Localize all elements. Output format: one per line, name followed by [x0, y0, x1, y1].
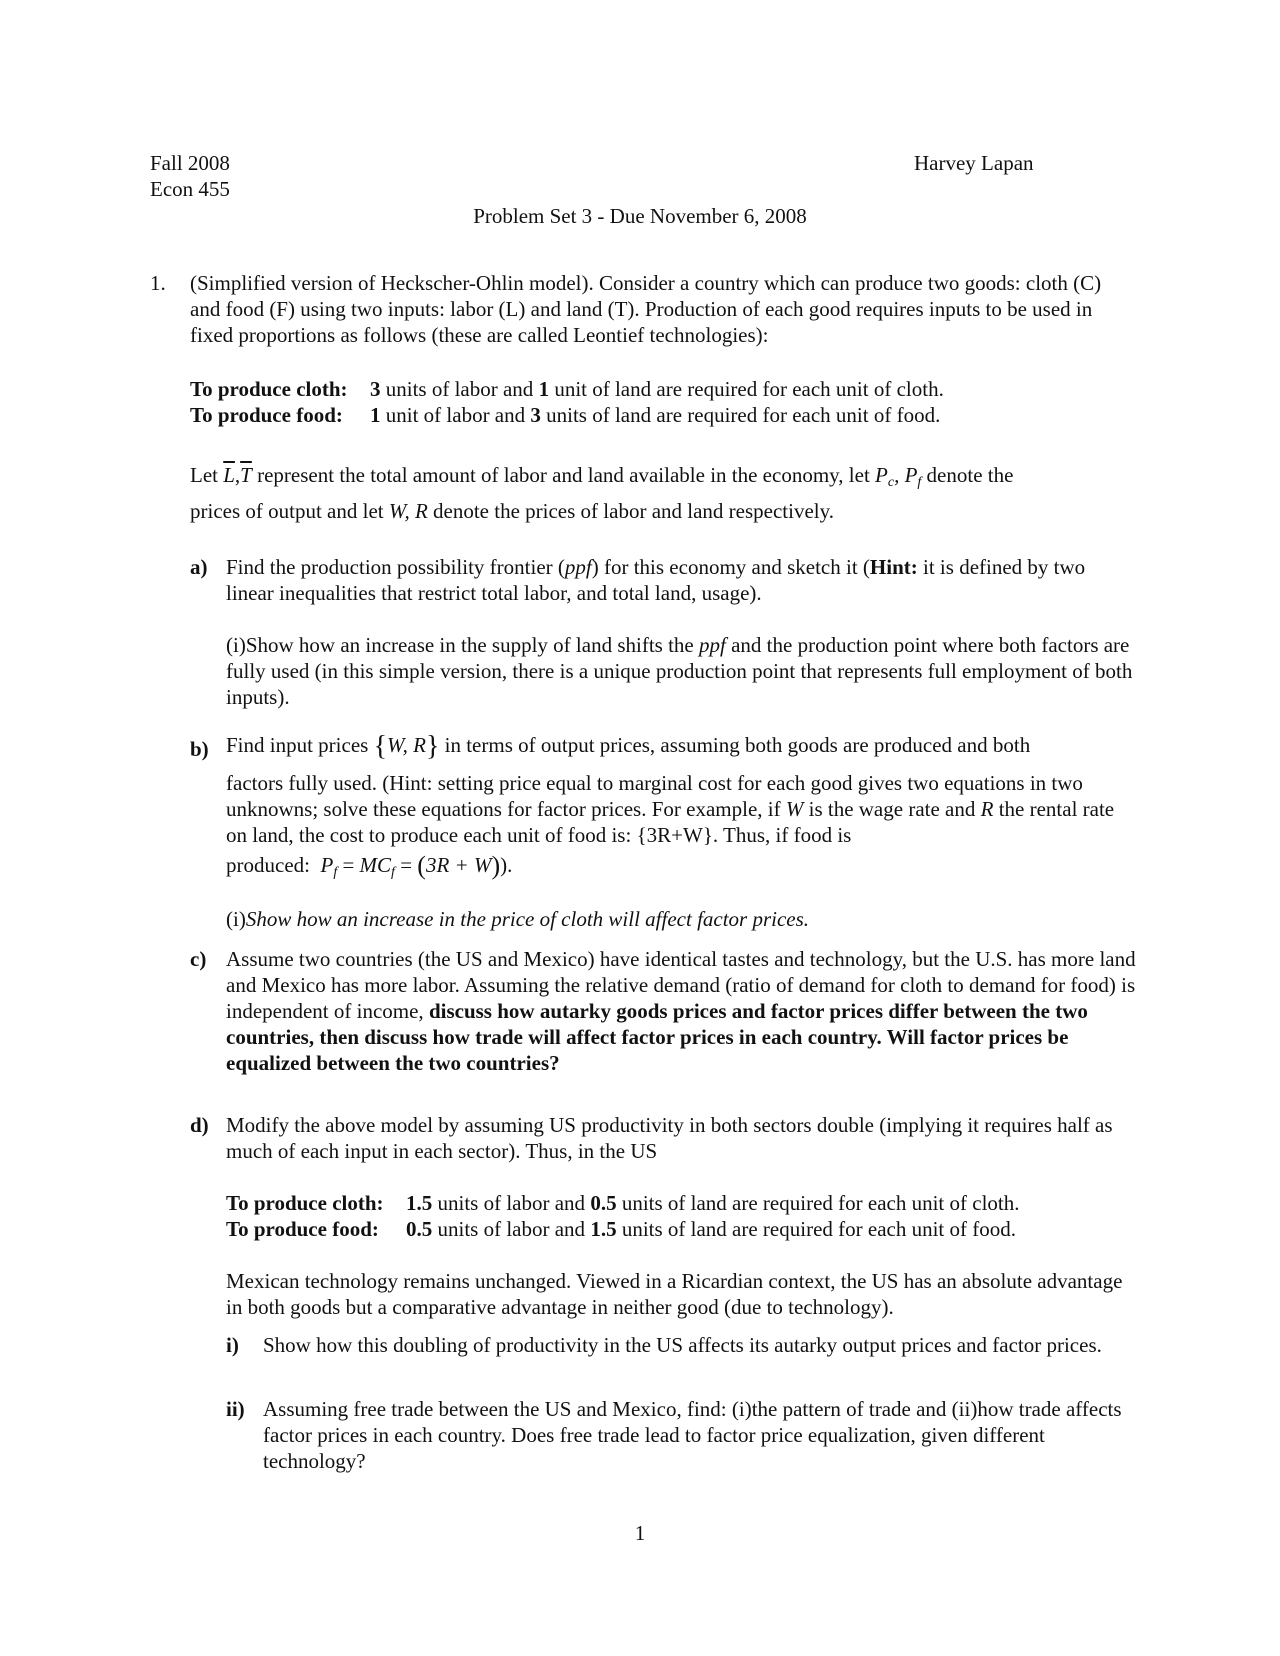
labor-total-symbol: $\overline{L}$: [223, 463, 235, 487]
hint-label: Hint:: [869, 555, 918, 579]
eq-equals-1: =: [337, 853, 360, 877]
cloth-lead: To produce cloth:: [190, 377, 348, 401]
part-b-t4: is the wage rate and: [808, 797, 976, 821]
semester: Fall 2008: [150, 151, 230, 175]
us-food-lead: To produce food:: [226, 1217, 379, 1241]
us-cloth-requirements: [226, 1190, 1136, 1216]
cloth-labor: 3: [370, 377, 381, 401]
part-a-sub-i: [226, 632, 1136, 710]
part-a-sub-i-t2: and the production point where both factors are fully used (in this simple version, there is a unique production point that represents full employment of both inputs).: [226, 633, 1133, 709]
comma: ,: [234, 463, 241, 487]
paren-close: ): [491, 851, 501, 880]
part-a-t2: ) for this economy and sketch it (: [591, 555, 870, 579]
us-cloth-mid: units of labor and: [437, 1191, 586, 1215]
part-c-label: c): [190, 947, 207, 971]
food-tail: units of land are required for each unit of food.: [546, 403, 941, 427]
part-a-t1: Find the production possibility frontier (: [226, 555, 565, 579]
part-d-i-label: i): [226, 1333, 239, 1357]
part-b-sub-i-text: Show how an increase in the price of cloth will affect factor prices.: [245, 907, 810, 931]
notation-tail: denote the: [926, 463, 1014, 487]
price-symbol-f: , P: [894, 463, 918, 487]
part-d-ii-label: ii): [226, 1397, 245, 1421]
us-food-requirements: [226, 1216, 1136, 1242]
food-labor: 1: [370, 403, 381, 427]
problem-number: 1.: [150, 271, 166, 295]
us-food-tail: units of land are required for each unit of food.: [621, 1217, 1017, 1241]
cloth-land: 1: [538, 377, 550, 401]
us-cloth-land: 0.5: [590, 1191, 617, 1215]
part-d-i-text: Show how this doubling of productivity in the US affects its autarky output prices and factor prices.: [263, 1333, 1102, 1357]
notation-text-3: denote the prices of labor and land respectively.: [433, 499, 835, 523]
part-b-sub-i: [226, 906, 1136, 932]
part-d-intro: Modify the above model by assuming US productivity in both sectors double (implying it requires half as much of each input in each sector). Thus, in the US: [226, 1113, 1113, 1163]
part-b-t3: factors fully used. (Hint: setting price equal to marginal cost for each good gives two equations in two unknowns; solve these equations for factor prices. For example, if: [226, 771, 1083, 821]
ppf-term: ppf: [564, 555, 592, 579]
notation-text: represent the total amount of labor and land available in the economy, let: [257, 463, 870, 487]
part-b-line-1: [226, 732, 1136, 760]
sub-f: f: [917, 475, 922, 490]
author-name: Harvey Lapan: [914, 151, 1034, 175]
eq-mc: MC: [359, 853, 392, 877]
course-number: Econ 455: [150, 177, 230, 201]
problem-intro: (Simplified version of Heckscher-Ohlin model). Consider a country which can produce two goods: cloth (C) and food (F) using two inputs: labor (L) and land (T). Production of each good requires inputs to be used in fixed proportions as follows (these are called Leontief technologies):: [190, 271, 1102, 347]
produced-label: produced:: [226, 853, 310, 877]
price-symbol: P: [875, 463, 888, 487]
cloth-tail: unit of land are required for each unit of cloth.: [554, 377, 944, 401]
let-word: Let: [190, 463, 218, 487]
us-cloth-tail: units of land are required for each unit of cloth.: [621, 1191, 1020, 1215]
us-food-land: 1.5: [590, 1217, 617, 1241]
part-c-text: [226, 946, 1136, 1076]
wage-symbol: W: [785, 797, 804, 821]
rent-symbol: R: [980, 797, 994, 821]
notation-line-1: [190, 462, 1140, 496]
factor-prices-set: W, R: [387, 733, 426, 757]
brace-open: {: [373, 731, 388, 762]
brace-close: }: [425, 731, 440, 762]
cloth-requirements: [190, 376, 1130, 402]
food-lead: To produce food:: [190, 403, 343, 427]
notation-text-2: prices of output and let: [190, 499, 384, 523]
part-a-t3: it is defined by two linear inequalities that restrict total labor, and total land, usage).: [226, 555, 1086, 605]
part-b-sub-i-label: (i): [226, 907, 246, 931]
part-d-ricardian: Mexican technology remains unchanged. Viewed in a Ricardian context, the US has an absolute advantage in both goods but a comparative advantage in neither good (due to technology).: [226, 1269, 1123, 1319]
notation-line-2: [190, 498, 1130, 524]
factor-price-symbols: W, R: [388, 499, 428, 523]
us-cloth-labor: 1.5: [406, 1191, 433, 1215]
paren-open: (: [417, 851, 426, 880]
food-requirements: [190, 402, 1130, 428]
part-a-label: a): [190, 555, 208, 579]
food-land: 3: [530, 403, 541, 427]
eq-sub-f1: f: [333, 865, 338, 880]
cloth-mid: units of labor and: [385, 377, 534, 401]
sub-c: c: [887, 475, 895, 490]
food-mid: unit of labor and: [385, 403, 526, 427]
us-food-mid: units of labor and: [437, 1217, 586, 1241]
us-cloth-lead: To produce cloth:: [226, 1191, 384, 1215]
part-b-t1: Find input prices: [226, 733, 369, 757]
eq-tail: ).: [500, 853, 513, 877]
page-number: 1: [634, 1521, 646, 1545]
part-d-ii-text: Assuming free trade between the US and Mexico, find: (i)the pattern of trade and (ii)how trade affects factor prices in each country. Does free trade lead to factor price equalization, given different technology?: [263, 1397, 1122, 1473]
part-b-t2: in terms of output prices, assuming both goods are produced and both: [444, 733, 1031, 757]
eq-equals-2: =: [394, 853, 418, 877]
part-b-label: b): [190, 737, 209, 761]
part-b-body: [226, 770, 1136, 848]
eq-cost: 3R + W: [425, 853, 492, 877]
part-a-sub-i-t1: (i)Show how an increase in the supply of land shifts the: [226, 633, 699, 657]
ppf-term-2: ppf: [699, 633, 726, 657]
part-c-t1: Assume two countries (the US and Mexico) have identical tastes and technology, but the U.S. has more land and Mexico has more labor. Assuming the relative demand (ratio of demand for cloth to demand for food) is independent of income,: [226, 947, 1136, 1023]
part-d-label: d): [190, 1113, 209, 1137]
us-food-labor: 0.5: [406, 1217, 433, 1241]
part-b-t5: the rental rate on land, the cost to produce each unit of food is: {3R+W}. Thus, if food is: [226, 797, 1115, 847]
eq-price: P: [320, 853, 334, 877]
part-c-question: discuss how autarky goods prices and factor prices differ between the two countries, then discuss how trade will affect factor prices in each country. Will factor prices be equalized between the two countries?: [226, 999, 1088, 1075]
eq-sub-f2: f: [391, 865, 395, 880]
part-a-text: [226, 554, 1136, 606]
part-b-equation: [226, 852, 1136, 886]
problem-set-title: Problem Set 3 - Due November 6, 2008: [473, 204, 807, 228]
land-total-symbol: $\overline{T}$: [240, 463, 252, 487]
